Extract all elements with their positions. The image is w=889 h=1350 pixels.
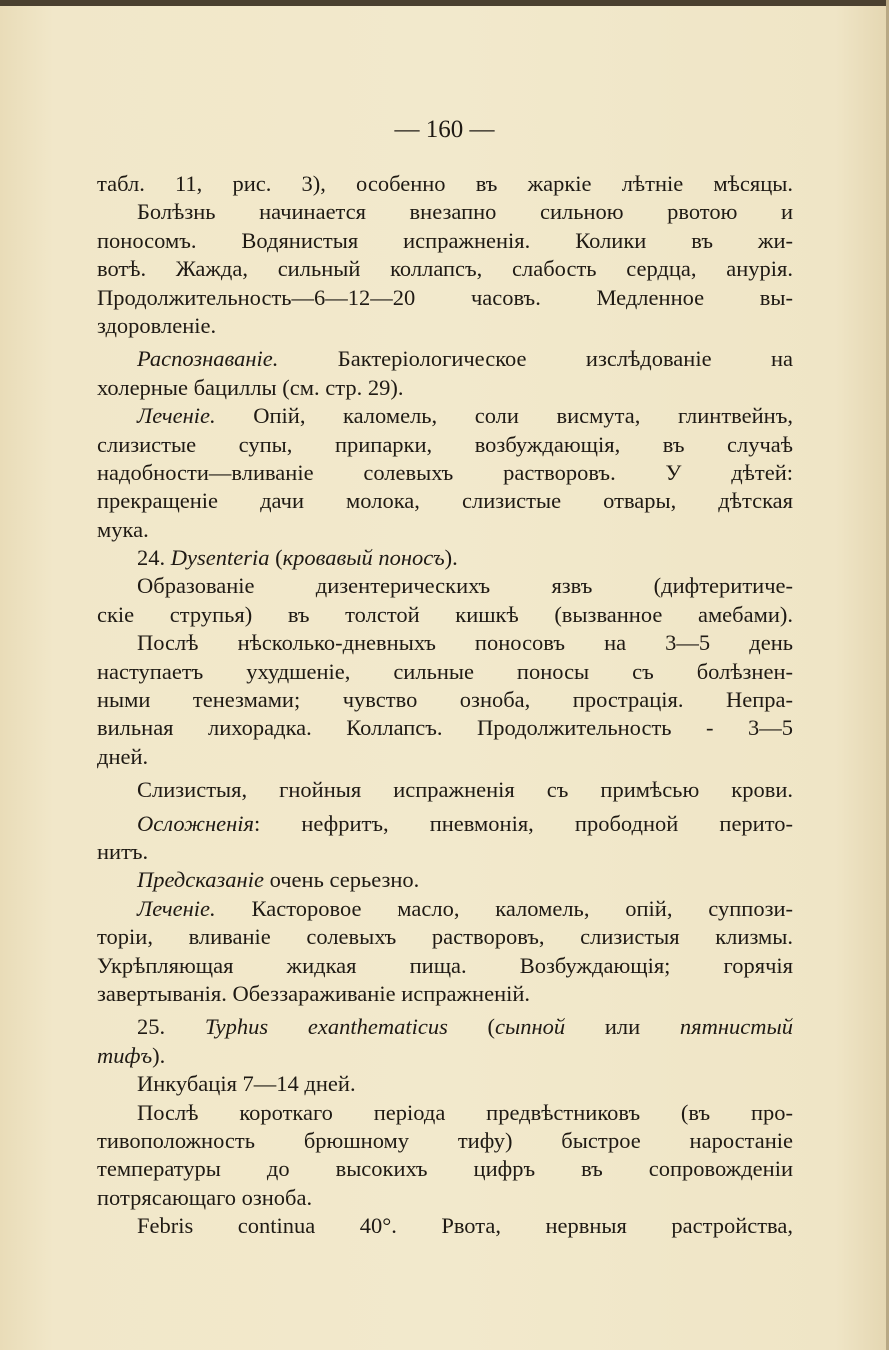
line-segment: прекращеніе дачи молока, слизистые отвары, дѣтская (97, 488, 793, 514)
line-segment: или (565, 1014, 680, 1040)
line-segment: Укрѣпляющая жидкая пища. Возбуждающія; горячія (97, 952, 793, 978)
line-segment: Febris continua 40°. Рвота, нервныя растройства, (137, 1213, 793, 1239)
text-line (97, 1127, 793, 1155)
text-line (97, 402, 793, 430)
line-segment: ). (152, 1042, 166, 1068)
text-line (97, 629, 793, 657)
line-segment: нитъ. (97, 838, 149, 864)
text-line (97, 895, 793, 923)
line-segment: завертыванія. Обеззараживаніе испражненій. (97, 980, 531, 1006)
italic-term: Dysenteria (170, 545, 270, 571)
line-segment: ( (269, 545, 283, 571)
line-segment: Болѣзнь начинается внезапно сильною рвотою и (137, 199, 793, 225)
text-line (97, 312, 793, 340)
line-segment: ными тенезмами; чувство озноба, прострація. Непра- (97, 687, 793, 713)
text-line (97, 284, 793, 312)
page-number: — 160 — (394, 116, 495, 143)
line-segment: ). (444, 545, 458, 571)
text-line (97, 980, 793, 1008)
text-line (97, 952, 793, 980)
line-segment: холерные бациллы (см. стр. 29). (97, 374, 404, 400)
line-segment: очень серьезно. (263, 867, 420, 893)
text-line (97, 345, 793, 373)
text-line (97, 743, 793, 771)
line-segment: ( (447, 1014, 496, 1040)
line-segment: 24. (137, 545, 171, 571)
text-line (97, 776, 793, 804)
line-segment: вильная лихорадка. Коллапсъ. Продолжительность - 3—5 (97, 715, 793, 741)
text-line (97, 1099, 793, 1127)
text-line (97, 1184, 793, 1212)
line-segment: надобности—вливаніе солевыхъ растворовъ. У дѣтей: (97, 459, 793, 485)
italic-term: Распознаваніе. (137, 346, 279, 372)
text-line (97, 1212, 793, 1240)
line-segment: торіи, вливаніе солевыхъ растворовъ, слизистыя клизмы. (97, 924, 793, 950)
text-line (97, 601, 793, 629)
page-text (97, 170, 793, 1240)
text-line (97, 255, 793, 283)
italic-term: Typhus exanthematicus (204, 1014, 448, 1040)
line-segment: наступаетъ ухудшеніе, сильные поносы съ болѣзнен- (97, 658, 793, 684)
line-segment: Инкубація 7—14 дней. (137, 1071, 356, 1097)
text-line (97, 198, 793, 226)
line-segment: Бактеріологическое изслѣдованіе на (278, 346, 793, 372)
line-segment: дней. (97, 743, 149, 769)
text-line (97, 487, 793, 515)
text-line (97, 714, 793, 742)
text-line (97, 227, 793, 255)
line-segment: Продолжительность—6—12—20 часовъ. Медленное вы- (97, 284, 793, 310)
line-segment: табл. 11, рис. 3), особенно въ жаркіе лѣтніе мѣсяцы. (97, 171, 793, 196)
line-segment: поносомъ. Водянистыя испражненія. Колики въ жи- (97, 227, 793, 253)
text-line (97, 459, 793, 487)
italic-term: Леченіе. (137, 895, 216, 921)
line-segment: здоровленіе. (97, 312, 217, 338)
text-line (97, 1042, 793, 1070)
line-segment: слизистые супы, припарки, возбуждающія, въ случаѣ (97, 431, 793, 457)
text-line (97, 838, 793, 866)
italic-term: пятнистый (679, 1014, 794, 1040)
line-segment: скіе струпья) въ толстой кишкѣ (вызванное амебами). (97, 601, 793, 627)
line-segment: Послѣ короткаго періода предвѣстниковъ (въ про- (137, 1099, 793, 1125)
line-segment: тивоположность брюшному тифу) быстрое наростаніе (97, 1127, 793, 1153)
line-segment: : нефритъ, пневмонія, прободной перито- (253, 810, 793, 836)
line-segment: 25. (137, 1014, 205, 1040)
text-line (97, 923, 793, 951)
line-segment: Послѣ нѣсколько-дневныхъ поносовъ на 3—5 день (137, 630, 793, 656)
line-segment: Касторовое масло, каломель, опій, суппози- (215, 895, 793, 921)
line-segment: потрясающаго озноба. (97, 1184, 313, 1210)
italic-term: Осложненія (137, 810, 254, 836)
italic-term: тифъ (97, 1042, 153, 1068)
text-line (97, 1013, 793, 1041)
italic-term: Леченіе. (137, 403, 216, 429)
text-line (97, 1155, 793, 1183)
text-line (97, 516, 793, 544)
text-line (97, 1070, 793, 1098)
line-segment: Образованіе дизентерическихъ язвъ (дифтеритиче- (137, 573, 793, 599)
text-line (97, 686, 793, 714)
text-line (97, 810, 793, 838)
italic-term: Предсказаніе (137, 867, 264, 893)
italic-term: сыпной (495, 1014, 566, 1040)
line-segment: температуры до высокихъ цифръ въ сопровожденіи (97, 1156, 793, 1182)
text-line (97, 431, 793, 459)
text-line (97, 170, 793, 198)
text-line (97, 544, 793, 572)
line-segment: Опій, каломель, соли висмута, глинтвейнъ, (215, 403, 793, 429)
text-line (97, 374, 793, 402)
page-top-edge (0, 0, 889, 6)
italic-term: кровавый поносъ (282, 545, 445, 571)
line-segment: вотѣ. Жажда, сильный коллапсъ, слабость сердца, анурія. (97, 256, 793, 282)
text-line (97, 658, 793, 686)
line-segment: мука. (97, 516, 149, 542)
line-segment: Слизистыя, гнойныя испражненія съ примѣсью крови. (137, 777, 793, 803)
text-line (97, 572, 793, 600)
text-line (97, 866, 793, 894)
